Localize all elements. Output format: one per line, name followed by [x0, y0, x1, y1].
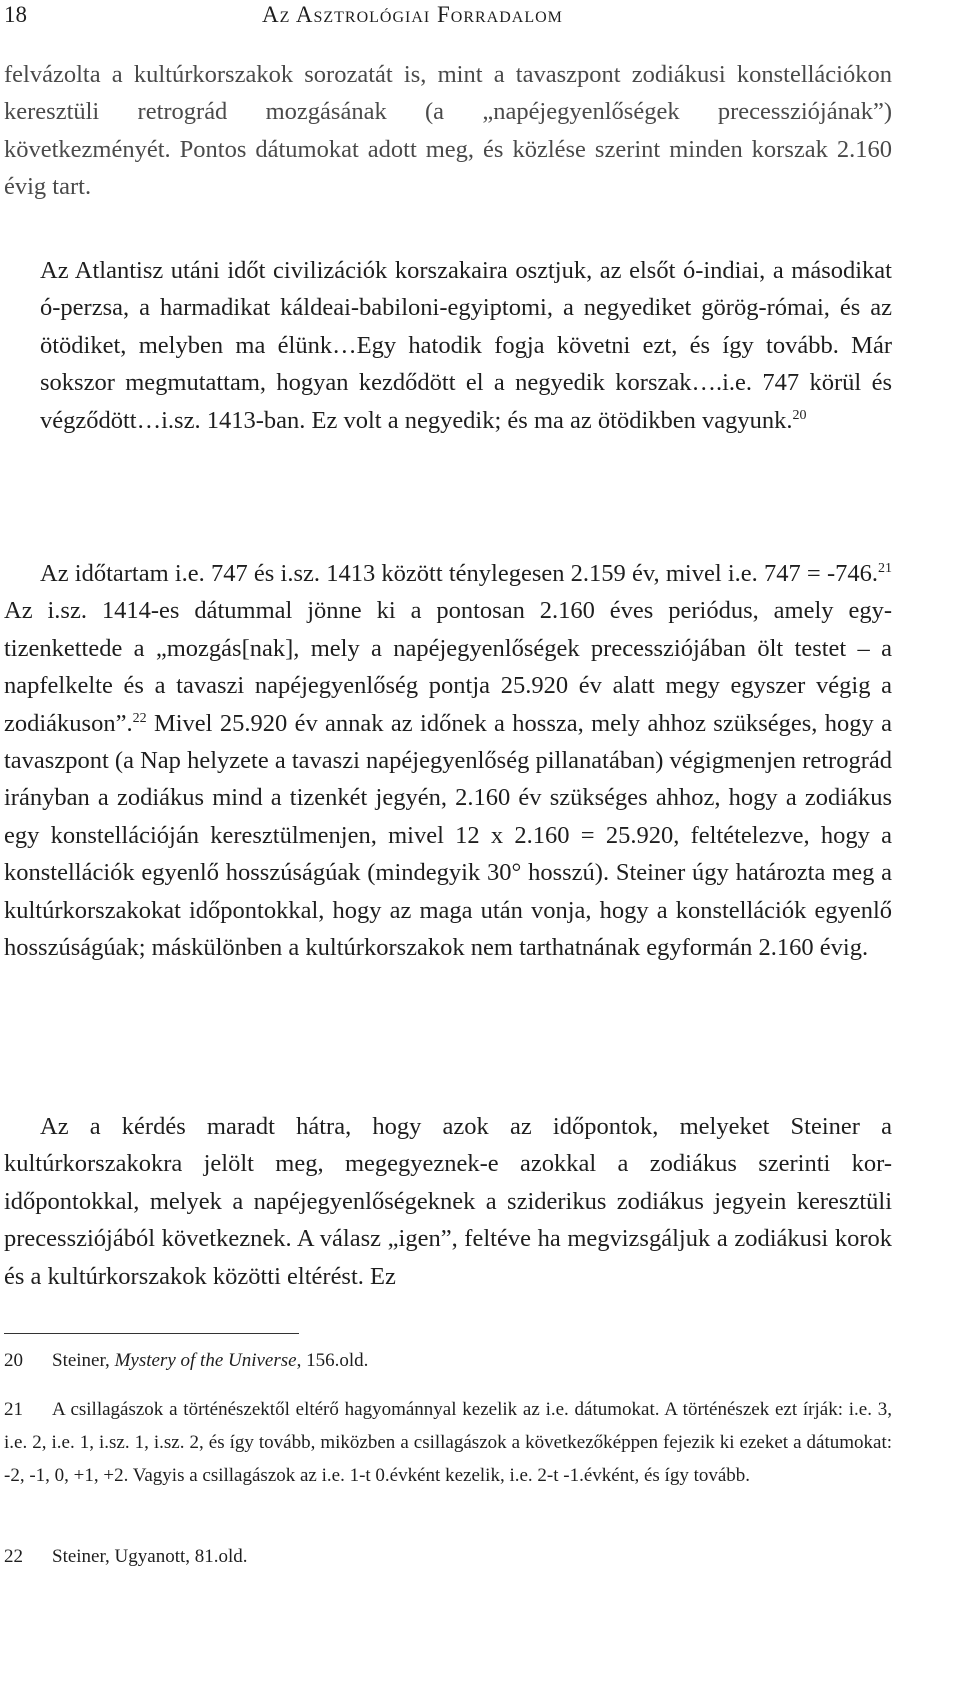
footnote-20	[4, 1344, 892, 1377]
footnote-number: 21	[4, 1399, 23, 1420]
paragraph-3: Az a kérdés maradt hátra, hogy azok az időpontok, melyeket Steiner a kultúrkorszakokra jelölt meg, megegyeznek-e azokkal a zodiákus szerinti kor-időpontokkal, melyek a napéjegyenlőségeknek a sziderikus zodiákus jegyein keresztüli precessziójából következnek. A válasz „igen”, feltéve ha megvizsgáljuk a zodiákusi korok és a kultúrkorszakok közötti eltérést. Ez	[4, 1113, 892, 1290]
running-title: Az Asztrológiai Forradalom	[262, 2, 563, 27]
footnote-text: A csillagászok a történészektől eltérő hagyománnyal kezelik az i.e. dátumokat. A történészek ezt írják: i.e. 3, i.e. 2, i.e. 1, i.sz. 1, i.sz. 2, és így tovább, miközben a csillagászok a következőképpen fejezik ki ezeket a dátumokat: -2, -1, 0, +1, +2. Vagyis a csillagászok az i.e. 1-t 0.évként kezelik, i.e. 2-t -1.évként, és így tovább.	[4, 1399, 892, 1486]
page-header	[0, 0, 960, 40]
paragraph-2	[4, 555, 892, 966]
paragraph-2-part-3: Mivel 25.920 év annak az időnek a hossza, mely ahhoz szükséges, hogy a tavaszpont (a Nap helyzete a tavaszi napéjegyenlőség pillanatában) végigmenjen retrográd irányban a zodiákus mind a tizenkét jegyén, 2.160 év szükséges ahhoz, hogy a zodiákus egy konstellációján keresztülmenjen, mivel 12 x 2.160 = 25.920, feltételezve, hogy a konstellációk egyenlő hosszúságúak (mindegyik 30° hosszú). Steiner úgy határozta meg a kultúrkorszakokat időpontokkal, hogy az maga után vonja, hogy a konstellációk egyenlő hosszúságúak; máskülönben a kultúrkorszakok nem tarthatnának egyformán 2.160 évig.	[4, 709, 892, 962]
footnote-page: , 156.old.	[296, 1350, 369, 1371]
footnote-number: 22	[4, 1546, 23, 1567]
footnote-ref-21[interactable]: 21	[878, 561, 892, 576]
footnote-22	[4, 1540, 892, 1573]
book-title: Mystery of the Universe	[114, 1350, 297, 1371]
paragraph-2-part-1: Az időtartam i.e. 747 és i.sz. 1413 között ténylegesen 2.159 év, mivel i.e. 747 = -746.	[40, 560, 878, 587]
quote-text: Az Atlantisz utáni időt civilizációk korszakaira osztjuk, az elsőt ó-indiai, a másodikat ó-perzsa, a harmadikat káldeai-babiloni-egyiptomi, a negyediket görög-római, és az ötödiket, melyben ma élünk…Egy hatodik fogja követni ezt, és így tovább. Már sokszor megmutattam, hogyan kezdődött el a negyedik korszak….i.e. 747 körül és végződött…i.sz. 1413-ban. Ez volt a negyedik; és ma az ötödikben vagyunk.	[40, 257, 892, 434]
footnote-number: 20	[4, 1350, 23, 1371]
footnote-21	[4, 1393, 892, 1492]
footnote-divider	[4, 1333, 299, 1334]
page-number: 18	[4, 2, 27, 27]
block-quote	[40, 252, 892, 439]
footnote-ref-22[interactable]: 22	[132, 710, 147, 726]
footnote-text: Steiner,	[52, 1350, 115, 1371]
footnote-text: Steiner, Ugyanott, 81.old.	[52, 1546, 248, 1567]
paragraph-1: felvázolta a kultúrkorszakok sorozatát is, mint a tavaszpont zodiákusi konstellációkon keresztüli retrográd mozgásának (a „napéjegyenlőségek precessziójának”) következményét. Pontos dátumokat adott meg, és közlése szerint minden korszak 2.160 évig tart.	[4, 61, 892, 201]
footnote-ref-20[interactable]: 20	[792, 407, 807, 423]
paragraph-2-part-2: Az i.sz. 1414-es dátummal jönne ki a pontosan 2.160 éves periódus, amely egy-tizenkettede a „mozgás[nak], mely a napéjegyenlőségek precessziójában ölt testet – a napfelkelte és a tavaszi napéjegyenlőség pontja 25.920 év alatt megy egyszer végig a zodiákuson”.	[4, 597, 892, 737]
